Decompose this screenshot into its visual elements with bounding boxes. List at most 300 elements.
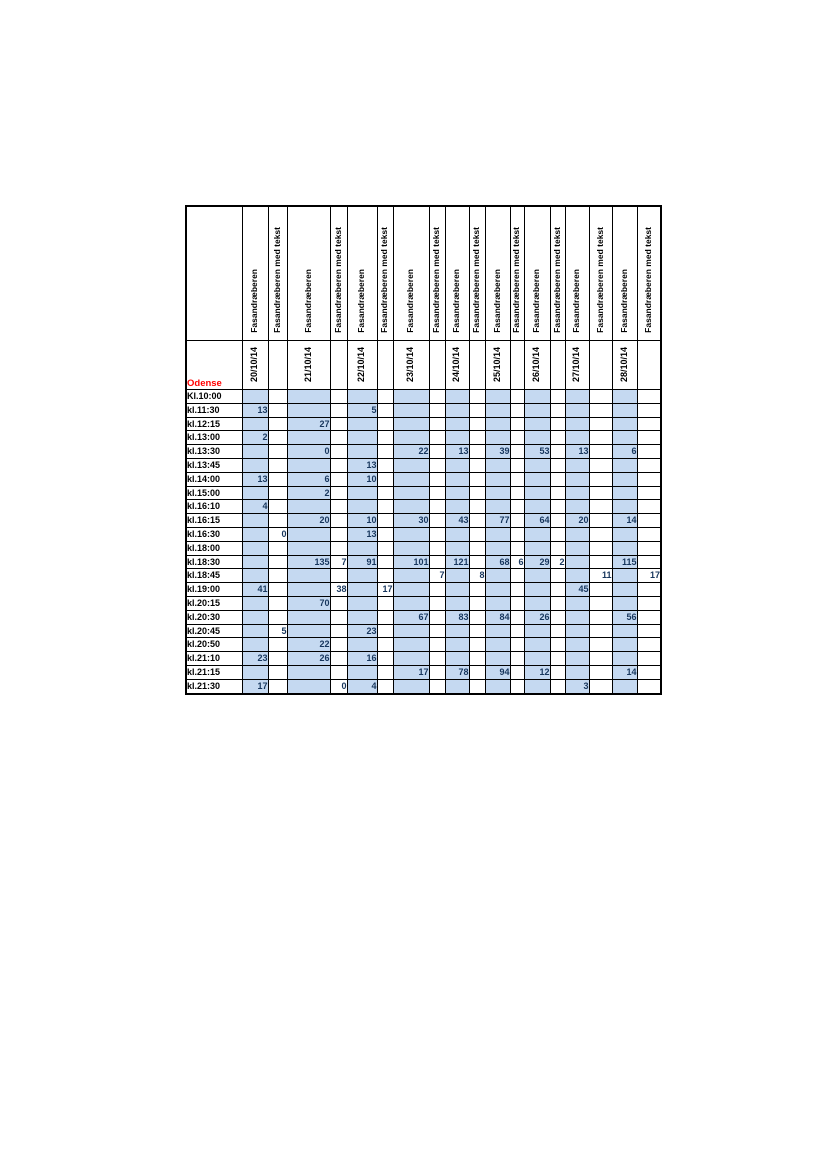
column-type-label: Fasandræberen — [356, 269, 367, 333]
data-cell — [485, 390, 510, 404]
data-cell — [393, 417, 429, 431]
data-cell — [469, 514, 485, 528]
data-cell — [612, 679, 637, 693]
data-cell — [330, 472, 347, 486]
data-cell — [287, 390, 330, 404]
data-cell: 2 — [242, 431, 268, 445]
data-cell — [377, 555, 393, 569]
data-cell — [589, 610, 612, 624]
data-cell — [565, 458, 589, 472]
table-row — [186, 652, 661, 666]
row-label-cell: kl.11:30 — [186, 403, 242, 417]
data-cell — [485, 652, 510, 666]
row-label-cell: kl.18:00 — [186, 541, 242, 555]
data-cell — [469, 665, 485, 679]
data-cell — [565, 472, 589, 486]
data-cell — [589, 624, 612, 638]
column-type-header — [429, 206, 445, 341]
data-cell — [550, 624, 565, 638]
data-cell: 20 — [565, 514, 589, 528]
data-cell: 26 — [287, 652, 330, 666]
table-row — [186, 555, 661, 569]
data-cell — [469, 500, 485, 514]
data-cell — [347, 500, 377, 514]
column-type-header — [287, 206, 330, 341]
data-cell — [524, 527, 550, 541]
column-type-label: Fasandræberen med tekst — [594, 227, 605, 333]
data-cell: 6 — [287, 472, 330, 486]
data-cell — [429, 638, 445, 652]
data-cell — [330, 403, 347, 417]
data-cell — [377, 541, 393, 555]
data-cell — [637, 445, 661, 459]
data-cell — [445, 596, 469, 610]
column-type-header — [550, 206, 565, 341]
data-cell — [287, 500, 330, 514]
table-row — [186, 445, 661, 459]
data-cell — [268, 665, 287, 679]
schedule-table-wrapper — [185, 205, 662, 695]
data-cell — [589, 596, 612, 610]
row-label-cell: kl.13:00 — [186, 431, 242, 445]
data-cell — [550, 652, 565, 666]
data-cell: 27 — [287, 417, 330, 431]
data-cell: 68 — [485, 555, 510, 569]
data-cell — [524, 458, 550, 472]
data-cell — [485, 569, 510, 583]
data-cell — [445, 569, 469, 583]
data-cell — [377, 472, 393, 486]
data-cell: 39 — [485, 445, 510, 459]
data-cell — [445, 472, 469, 486]
table-row — [186, 431, 661, 445]
date-label: 23/10/14 — [405, 346, 416, 382]
data-cell — [347, 541, 377, 555]
data-cell: 23 — [242, 652, 268, 666]
column-type-header — [612, 206, 637, 341]
data-cell — [589, 417, 612, 431]
data-cell — [268, 652, 287, 666]
data-cell: 45 — [565, 583, 589, 597]
data-cell — [429, 486, 445, 500]
data-cell — [469, 555, 485, 569]
date-label: 26/10/14 — [531, 346, 542, 382]
data-cell — [637, 458, 661, 472]
data-cell — [268, 541, 287, 555]
date-header-cell — [347, 341, 377, 390]
data-cell — [268, 486, 287, 500]
data-cell — [445, 583, 469, 597]
data-cell — [637, 541, 661, 555]
date-header-cell — [612, 341, 637, 390]
data-cell — [268, 638, 287, 652]
data-cell — [393, 638, 429, 652]
table-row — [186, 583, 661, 597]
data-cell — [510, 458, 524, 472]
data-cell — [510, 417, 524, 431]
data-cell — [510, 652, 524, 666]
data-cell — [469, 541, 485, 555]
data-cell: 3 — [565, 679, 589, 693]
data-cell — [330, 624, 347, 638]
data-cell — [347, 569, 377, 583]
data-cell — [330, 569, 347, 583]
data-cell — [524, 417, 550, 431]
data-cell — [377, 500, 393, 514]
data-cell — [330, 638, 347, 652]
data-cell — [637, 665, 661, 679]
data-cell — [330, 390, 347, 404]
date-label: 24/10/14 — [451, 346, 462, 382]
data-cell — [429, 514, 445, 528]
data-cell — [429, 624, 445, 638]
data-cell — [330, 431, 347, 445]
data-cell — [393, 527, 429, 541]
data-cell — [565, 665, 589, 679]
column-type-header — [268, 206, 287, 341]
data-cell: 5 — [347, 403, 377, 417]
column-type-header — [330, 206, 347, 341]
data-cell — [429, 610, 445, 624]
data-cell — [485, 541, 510, 555]
data-cell — [524, 541, 550, 555]
data-cell: 67 — [393, 610, 429, 624]
data-cell: 29 — [524, 555, 550, 569]
data-cell — [485, 403, 510, 417]
data-cell — [612, 652, 637, 666]
data-cell: 0 — [330, 679, 347, 693]
data-cell — [330, 665, 347, 679]
data-cell — [524, 624, 550, 638]
row-label-cell: kl.19:00 — [186, 583, 242, 597]
data-cell — [377, 486, 393, 500]
data-cell: 2 — [550, 555, 565, 569]
data-cell — [565, 486, 589, 500]
data-cell — [242, 569, 268, 583]
data-cell: 7 — [429, 569, 445, 583]
data-cell: 17 — [377, 583, 393, 597]
data-cell — [377, 610, 393, 624]
data-cell — [445, 541, 469, 555]
data-cell: 13 — [445, 445, 469, 459]
data-cell — [287, 541, 330, 555]
data-cell — [589, 679, 612, 693]
data-cell — [589, 652, 612, 666]
row-label-cell: kl.18:45 — [186, 569, 242, 583]
data-cell — [377, 445, 393, 459]
data-cell — [469, 679, 485, 693]
data-cell — [393, 679, 429, 693]
date-header-spacer-cell — [510, 341, 524, 390]
data-cell: 64 — [524, 514, 550, 528]
table-row — [186, 390, 661, 404]
data-cell: 17 — [242, 679, 268, 693]
data-cell — [565, 652, 589, 666]
table-row — [186, 624, 661, 638]
data-cell: 17 — [393, 665, 429, 679]
data-cell — [524, 486, 550, 500]
data-cell — [242, 665, 268, 679]
data-cell — [510, 541, 524, 555]
data-cell — [524, 403, 550, 417]
data-cell — [510, 583, 524, 597]
data-cell — [287, 431, 330, 445]
data-cell — [393, 652, 429, 666]
data-cell — [637, 679, 661, 693]
data-cell — [550, 445, 565, 459]
header-row-dates — [186, 341, 661, 390]
data-cell — [637, 486, 661, 500]
data-cell: 10 — [347, 514, 377, 528]
data-cell — [429, 445, 445, 459]
data-cell — [330, 486, 347, 500]
data-cell — [429, 665, 445, 679]
data-cell — [469, 458, 485, 472]
data-cell — [393, 390, 429, 404]
data-cell — [469, 610, 485, 624]
data-cell — [589, 486, 612, 500]
date-header-cell — [242, 341, 268, 390]
data-cell — [242, 541, 268, 555]
date-header-cell — [287, 341, 330, 390]
data-cell — [612, 569, 637, 583]
date-header-cell — [393, 341, 429, 390]
row-label-cell: kl.21:10 — [186, 652, 242, 666]
data-cell: 13 — [242, 403, 268, 417]
data-cell — [524, 500, 550, 514]
data-cell — [377, 458, 393, 472]
data-cell — [485, 583, 510, 597]
data-cell — [377, 569, 393, 583]
column-type-label: Fasandræberen — [571, 269, 582, 333]
data-cell — [242, 514, 268, 528]
data-cell — [393, 596, 429, 610]
data-cell — [510, 527, 524, 541]
data-cell — [485, 527, 510, 541]
column-type-label: Fasandræberen med tekst — [551, 227, 562, 333]
data-cell — [637, 514, 661, 528]
data-cell — [485, 596, 510, 610]
data-cell: 13 — [347, 458, 377, 472]
data-cell — [429, 500, 445, 514]
data-cell — [485, 431, 510, 445]
row-label-cell: kl.12:15 — [186, 417, 242, 431]
data-cell — [637, 403, 661, 417]
data-cell: 53 — [524, 445, 550, 459]
data-cell — [268, 472, 287, 486]
data-cell — [510, 472, 524, 486]
data-cell: 4 — [242, 500, 268, 514]
data-cell: 121 — [445, 555, 469, 569]
data-cell — [268, 610, 287, 624]
data-cell — [612, 403, 637, 417]
data-cell — [510, 569, 524, 583]
data-cell — [485, 458, 510, 472]
data-cell — [445, 417, 469, 431]
data-cell — [330, 652, 347, 666]
data-cell — [637, 527, 661, 541]
data-cell — [445, 638, 469, 652]
data-cell — [268, 458, 287, 472]
column-type-label: Fasandræberen med tekst — [643, 227, 654, 333]
data-cell — [612, 596, 637, 610]
data-cell — [429, 555, 445, 569]
data-cell — [469, 624, 485, 638]
data-cell: 12 — [524, 665, 550, 679]
data-cell: 6 — [510, 555, 524, 569]
data-cell — [445, 486, 469, 500]
date-label: 28/10/14 — [618, 346, 629, 382]
data-cell — [612, 431, 637, 445]
data-cell: 13 — [565, 445, 589, 459]
data-cell — [347, 486, 377, 500]
column-type-label: Fasandræberen — [405, 269, 416, 333]
data-cell — [524, 652, 550, 666]
data-cell: 22 — [287, 638, 330, 652]
data-cell — [287, 527, 330, 541]
data-cell — [524, 679, 550, 693]
data-cell — [637, 555, 661, 569]
date-header-spacer-cell — [637, 341, 661, 390]
data-cell — [268, 679, 287, 693]
data-cell — [565, 610, 589, 624]
data-cell — [589, 665, 612, 679]
data-cell — [485, 624, 510, 638]
row-label-cell: kl.20:15 — [186, 596, 242, 610]
data-cell — [287, 665, 330, 679]
table-row — [186, 569, 661, 583]
data-cell — [612, 527, 637, 541]
data-cell — [510, 665, 524, 679]
data-cell: 22 — [393, 445, 429, 459]
data-cell — [550, 472, 565, 486]
data-cell — [377, 652, 393, 666]
data-cell — [612, 417, 637, 431]
data-cell — [612, 624, 637, 638]
data-cell: 38 — [330, 583, 347, 597]
data-cell — [550, 431, 565, 445]
data-cell: 70 — [287, 596, 330, 610]
table-row — [186, 665, 661, 679]
data-cell — [510, 638, 524, 652]
data-cell — [469, 417, 485, 431]
data-cell — [510, 445, 524, 459]
data-cell — [469, 445, 485, 459]
data-cell: 0 — [268, 527, 287, 541]
column-type-header — [242, 206, 268, 341]
data-cell — [565, 500, 589, 514]
data-cell: 56 — [612, 610, 637, 624]
data-cell: 5 — [268, 624, 287, 638]
data-cell — [242, 624, 268, 638]
table-row — [186, 610, 661, 624]
data-cell — [287, 458, 330, 472]
data-cell: 30 — [393, 514, 429, 528]
data-cell — [287, 569, 330, 583]
data-cell — [469, 527, 485, 541]
date-header-cell — [445, 341, 469, 390]
table-row — [186, 500, 661, 514]
data-cell — [589, 514, 612, 528]
data-cell — [445, 390, 469, 404]
data-cell — [377, 638, 393, 652]
data-cell — [485, 500, 510, 514]
data-cell — [510, 486, 524, 500]
data-cell — [347, 445, 377, 459]
data-cell — [242, 596, 268, 610]
data-cell — [429, 679, 445, 693]
data-cell — [393, 431, 429, 445]
data-cell — [612, 458, 637, 472]
data-cell — [510, 403, 524, 417]
data-cell — [377, 417, 393, 431]
data-cell — [347, 665, 377, 679]
data-cell — [287, 610, 330, 624]
row-label-cell: Kl.10:00 — [186, 390, 242, 404]
data-cell — [268, 514, 287, 528]
data-cell — [637, 500, 661, 514]
data-cell — [637, 472, 661, 486]
data-cell — [469, 596, 485, 610]
date-header-spacer-cell — [330, 341, 347, 390]
data-cell — [589, 527, 612, 541]
data-cell — [393, 583, 429, 597]
data-cell — [510, 610, 524, 624]
data-cell — [445, 458, 469, 472]
data-cell — [429, 417, 445, 431]
data-cell — [637, 417, 661, 431]
column-type-label: Fasandræberen med tekst — [332, 227, 343, 333]
data-cell — [524, 472, 550, 486]
table-row — [186, 541, 661, 555]
data-cell: 91 — [347, 555, 377, 569]
data-cell — [485, 638, 510, 652]
column-type-header — [637, 206, 661, 341]
corner-cell — [186, 206, 242, 341]
data-cell — [429, 472, 445, 486]
data-cell — [510, 596, 524, 610]
column-type-label: Fasandræberen — [451, 269, 462, 333]
date-header-cell — [565, 341, 589, 390]
data-cell — [242, 458, 268, 472]
data-cell: 94 — [485, 665, 510, 679]
data-cell — [524, 431, 550, 445]
table-row — [186, 638, 661, 652]
column-type-label: Fasandræberen med tekst — [431, 227, 442, 333]
data-cell — [347, 610, 377, 624]
data-cell: 78 — [445, 665, 469, 679]
data-cell — [524, 596, 550, 610]
row-label-cell: kl.13:45 — [186, 458, 242, 472]
data-cell — [550, 583, 565, 597]
data-cell — [510, 390, 524, 404]
table-row — [186, 679, 661, 693]
data-cell — [612, 583, 637, 597]
row-label-cell: kl.21:15 — [186, 665, 242, 679]
data-cell — [550, 569, 565, 583]
data-cell — [268, 596, 287, 610]
date-label: 22/10/14 — [356, 346, 367, 382]
data-cell — [445, 624, 469, 638]
data-cell — [330, 527, 347, 541]
data-cell — [429, 403, 445, 417]
column-type-label: Fasandræberen — [249, 269, 260, 333]
data-cell — [242, 445, 268, 459]
date-header-spacer-cell — [268, 341, 287, 390]
data-cell: 14 — [612, 514, 637, 528]
data-cell — [565, 624, 589, 638]
date-header-spacer-cell — [550, 341, 565, 390]
